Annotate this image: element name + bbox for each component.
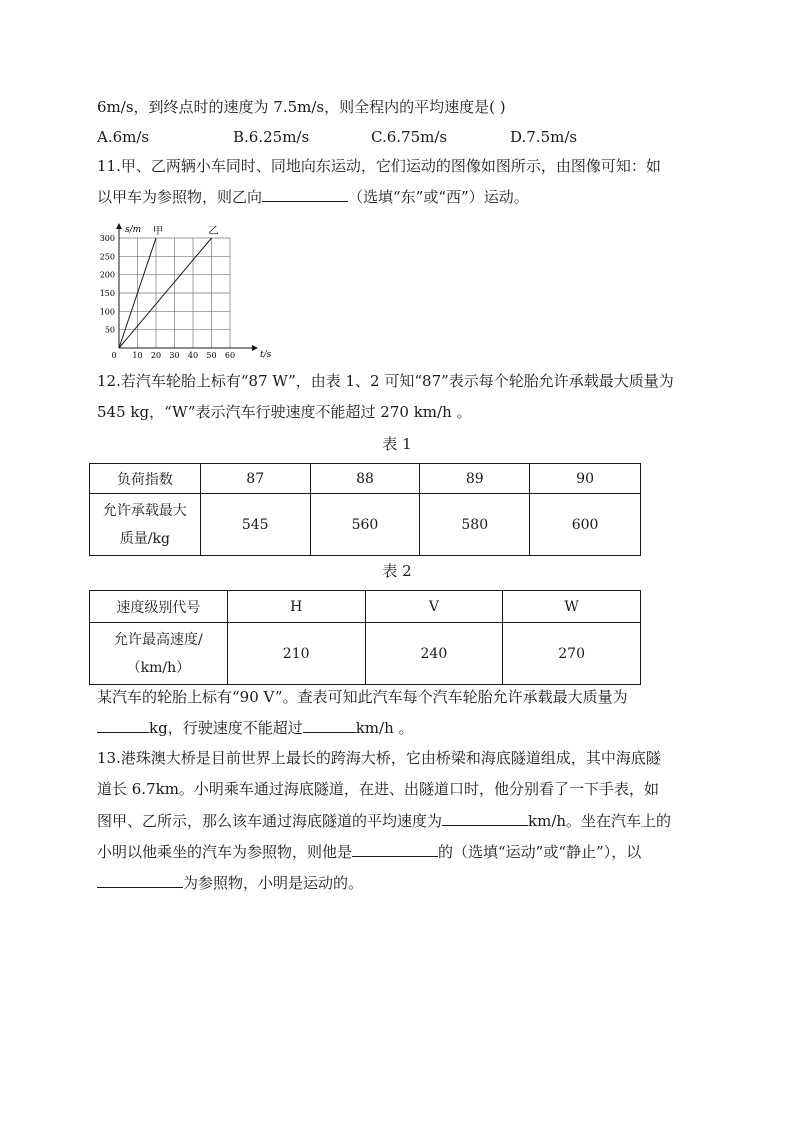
q13-state-blank[interactable] bbox=[352, 841, 438, 857]
y-tick-label: 100 bbox=[99, 307, 115, 317]
table-1-header-cell: 90 bbox=[530, 464, 641, 494]
table-2-header-cell: V bbox=[365, 591, 503, 623]
table-1-header-row bbox=[90, 464, 641, 494]
table-1-header-label: 负荷指数 bbox=[90, 464, 201, 494]
table-2-header-row bbox=[90, 591, 641, 623]
table-1-value-cell: 560 bbox=[310, 494, 420, 556]
q10-option-d: D.7.5m/s bbox=[510, 128, 578, 146]
q12-line-3: 某汽车的轮胎上标有“90 V”。查表可知此汽车每个汽车轮胎允许承载最大质量为 bbox=[97, 688, 628, 706]
table-1-value-cell: 580 bbox=[420, 494, 530, 556]
y-axis-label: s/m bbox=[125, 225, 142, 235]
st-graph-chart bbox=[92, 220, 282, 365]
q13-reference-blank[interactable] bbox=[97, 872, 183, 888]
q12-text-a: kg，行驶速度不能超过 bbox=[149, 719, 303, 737]
y-tick-label: 150 bbox=[99, 289, 115, 298]
q13-line-4 bbox=[97, 841, 641, 862]
table-2-caption: 表 2 bbox=[382, 562, 412, 580]
q10-text: 6m/s，到终点时的速度为 7.5m/s，则全程内的平均速度是( ) bbox=[97, 98, 506, 116]
chart-grid bbox=[119, 238, 230, 348]
load-index-table bbox=[89, 463, 641, 556]
q13-text-a: 图甲、乙所示，那么该车通过海底隧道的平均速度为 bbox=[97, 812, 443, 830]
table-2-row-label bbox=[90, 623, 228, 685]
table-2-header-cell: W bbox=[503, 591, 641, 623]
q10-option-b: B.6.25m/s bbox=[233, 128, 310, 146]
table-1-row-label-line-1: 允许承载最大 bbox=[102, 502, 187, 519]
q13-text-b: km/h。坐在汽车上的 bbox=[528, 812, 672, 830]
table-2-value-row bbox=[90, 623, 641, 685]
table-1-header-cell: 87 bbox=[200, 464, 310, 494]
q13-line-5 bbox=[97, 872, 363, 893]
table-2-row-label-line-2: （km/h） bbox=[126, 659, 191, 676]
table-1-header-cell: 88 bbox=[310, 464, 420, 494]
q12-text-b: km/h 。 bbox=[355, 719, 414, 737]
y-tick-label: 200 bbox=[99, 270, 115, 280]
series-label: 甲 bbox=[153, 226, 163, 237]
origin-label: 0 bbox=[111, 351, 117, 360]
q12-line-4 bbox=[97, 717, 414, 738]
q11-text-a: 以甲车为参照物，则乙向 bbox=[97, 188, 263, 206]
table-1-value-cell: 600 bbox=[530, 494, 641, 556]
table-1-value-row bbox=[90, 494, 641, 556]
q12-mass-blank[interactable] bbox=[97, 717, 149, 733]
table-1-value-cell: 545 bbox=[200, 494, 310, 556]
table-1-header-cell: 89 bbox=[420, 464, 530, 494]
x-axis-label: t/s bbox=[260, 350, 272, 360]
x-tick-label: 10 bbox=[132, 351, 143, 360]
q10-option-a: A.6m/s bbox=[97, 128, 150, 146]
y-tick-label: 50 bbox=[104, 325, 115, 335]
table-1-caption: 表 1 bbox=[382, 435, 412, 453]
x-tick-label: 30 bbox=[169, 351, 180, 360]
q13-line-3 bbox=[97, 810, 671, 831]
q13-speed-blank[interactable] bbox=[442, 810, 528, 826]
x-tick-label: 50 bbox=[206, 351, 217, 360]
table-2-header-label: 速度级别代号 bbox=[90, 591, 228, 623]
table-2-row-label-line-1: 允许最高速度/ bbox=[114, 631, 203, 648]
q13-text-d: 的（选填“运动”或“静止”），以 bbox=[438, 843, 642, 861]
q13-text-c: 小明以他乘坐的汽车为参照物，则他是 bbox=[97, 843, 353, 861]
series-label: 乙 bbox=[208, 226, 219, 237]
q10-option-c: C.6.75m/s bbox=[371, 128, 448, 146]
table-2-header-cell: H bbox=[227, 591, 365, 623]
table-1-row-label bbox=[90, 494, 201, 556]
q13-line-2: 道长 6.7km。小明乘车通过海底隧道，在进、出隧道口时，他分别看了一下手表，如 bbox=[97, 780, 659, 798]
y-tick-label: 250 bbox=[99, 252, 115, 262]
table-2-value-cell: 210 bbox=[227, 623, 365, 685]
q11-answer-blank[interactable] bbox=[262, 186, 348, 202]
x-tick-label: 40 bbox=[187, 351, 199, 360]
chart-ticks bbox=[100, 234, 235, 360]
x-tick-label: 60 bbox=[224, 351, 236, 360]
q12-line-1: 12.若汽车轮胎上标有“87 W”，由表 1、2 可知“87”表示每个轮胎允许承载最大质量为 bbox=[97, 372, 674, 390]
q13-line-1: 13.港珠澳大桥是目前世界上最长的跨海大桥，它由桥梁和海底隧道组成，其中海底隧 bbox=[97, 749, 661, 767]
table-2-value-cell: 240 bbox=[365, 623, 503, 685]
q11-line-2 bbox=[97, 186, 529, 207]
y-axis-arrow-icon bbox=[116, 223, 122, 229]
q11-text-b: （选填“东”或“西”）运动。 bbox=[348, 188, 529, 206]
speed-rating-table bbox=[89, 590, 641, 685]
q12-line-2: 545 kg，“W”表示汽车行驶速度不能超过 270 km/h 。 bbox=[97, 403, 472, 421]
table-2-value-cell: 270 bbox=[503, 623, 641, 685]
q12-speed-blank[interactable] bbox=[303, 717, 356, 733]
q11-line-1: 11.甲、乙两辆小车同时、同地向东运动，它们运动的图像如图所示，由图像可知：如 bbox=[97, 157, 661, 175]
y-tick-label: 300 bbox=[99, 234, 115, 243]
table-1-row-label-line-2: 质量/kg bbox=[119, 530, 170, 547]
q13-text-e: 为参照物，小明是运动的。 bbox=[183, 874, 364, 892]
x-tick-label: 20 bbox=[150, 351, 162, 360]
x-axis-arrow-icon bbox=[252, 345, 258, 351]
